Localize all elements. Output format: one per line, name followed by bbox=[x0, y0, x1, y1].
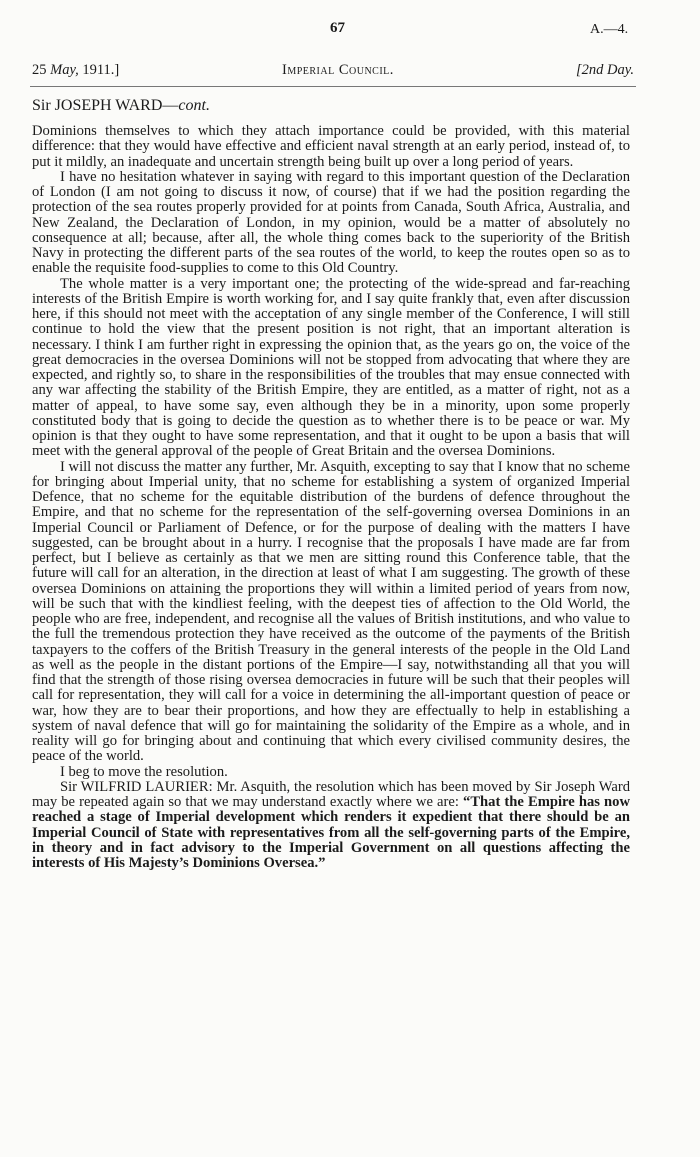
laurier-speaker: Sir WILFRID LAURIER: bbox=[60, 778, 213, 795]
body-text bbox=[32, 124, 630, 871]
paragraph: I have no hesitation whatever in saying with regard to this important question of the Declaration of London (I am not going to discuss it now, of course) that if we had the position regarding the protection of the sea routes properly provided for at points from Canada, South Africa, Australia, and New Zealand, the Declaration of London, in my opinion, would be a matter of absolutely no consequence at all; because, after all, the whole thing comes back to the superiority of the British Navy in protecting the different parts of the sea routes of the world, to keep the routes open so as to enable the requisite food-supplies to come to this Old Country. bbox=[32, 168, 630, 277]
paragraph: I beg to move the resolution. bbox=[60, 763, 228, 780]
running-head-date bbox=[32, 62, 119, 79]
running-head-council: Imperial Council. bbox=[282, 62, 394, 78]
resolution-quote: “That the Empire has now reached a stage of Imperial development which renders it expedient that there should be an Imperial Council of State with representatives from all the self-governing parts of the Empire, in theory and in fact advisory to the Imperial Government on all questions affecting the interests of His Majesty’s Dominions Oversea.” bbox=[32, 794, 630, 871]
speaker-cont: cont. bbox=[178, 97, 210, 114]
laurier-paragraph bbox=[32, 780, 630, 872]
date-day: 25 bbox=[32, 62, 47, 78]
date-month: May, bbox=[50, 62, 79, 78]
date-year: 1911.] bbox=[82, 62, 120, 78]
laurier-text: Mr. Asquith, the resolution which has been moved by Sir Joseph Ward may be repeated again so that we may understand exactly where we are: bbox=[32, 778, 630, 810]
speaker-name: Sir JOSEPH WARD— bbox=[32, 97, 179, 114]
paragraph: The whole matter is a very important one; the protecting of the wide-spread and far-reaching interests of the British Empire is worth working for, and I say quite frankly that, even after discussion here, if this should not meet with the acceptation of any single member of the Conference, I will still continue to hold the view that the present position is not right, that an important alteration is necessary. I think I am further right in expressing the opinion that, as the years go on, the voice of the great democracies in the oversea Dominions will not be stopped from advocating that where they are expected, and rightly so, to share in the responsibilities of the troubles that may ensue connected with any war affecting the stability of the British Empire, they are entitled, as a matter of right, not as a matter of appeal, to have some say, even although they be in a minority, upon some properly constituted body that is going to decide the question as to whether there is to be peace or war. My opinion is that they ought to have some representation, and that it ought to be upon a basis that will meet with the general approval of the people of Great Britain and the oversea Dominions. bbox=[32, 275, 630, 460]
paragraph: I will not discuss the matter any further, Mr. Asquith, excepting to say that I know that no scheme for bringing about Imperial unity, that no scheme for establishing a system of organized Imperial Defence, that no scheme for the equitable distribution of the burdens of defence throughout the Empire, and that no scheme for the representation of the self-governing oversea Dominions in an Imperial Council or Parliament of Defence, or for the purpose of dealing with the matters I have suggested, can be brought about in a hurry. I recognise that the proposals I have made are far from perfect, but I believe as certainly as that we men are sitting round this Conference table, that the future will call for an alteration, in the direction at least of what I am suggesting. The growth of these oversea Dominions on attaining the proportions they will within a limited period of years from now, will be such that with the kindliest feeling, with the deepest ties of affection to the Old World, the people who are free, independent, and recognise all the values of British institutions, and who value to the full the tremendous protection they have received as the outcome of the payments of the British taxpayers to the coffers of the British Treasury in the general interests of the people in the Old Land as well as the people in the distant portions of the Empire—I say, notwithstanding all that you will find that the strength of those rising oversea democracies in future will be such that their peoples will call for representation, they will call for a voice in determining the all-important question of peace or war, how they are to bear their proportions, and how they are effectually to help in establishing a system of naval defence that will go for maintaining the solidarity of the Empire as a whole, and in reality will go for bringing about and continuing that which every civilised community desires, the peace of the world. bbox=[32, 458, 630, 765]
document-reference: A.—4. bbox=[590, 22, 629, 37]
paragraph: Dominions themselves to which they attach importance could be provided, with this material difference: that they would have effective and efficient naval strength at an early period, instead of, to put it mildly, an inadequate and uncertain strength being built up over a long period of years. bbox=[32, 123, 630, 170]
speaker-heading bbox=[32, 97, 210, 115]
header-rule bbox=[30, 86, 636, 87]
page-number: 67 bbox=[330, 20, 345, 36]
running-head-day: [2nd Day. bbox=[576, 62, 634, 78]
